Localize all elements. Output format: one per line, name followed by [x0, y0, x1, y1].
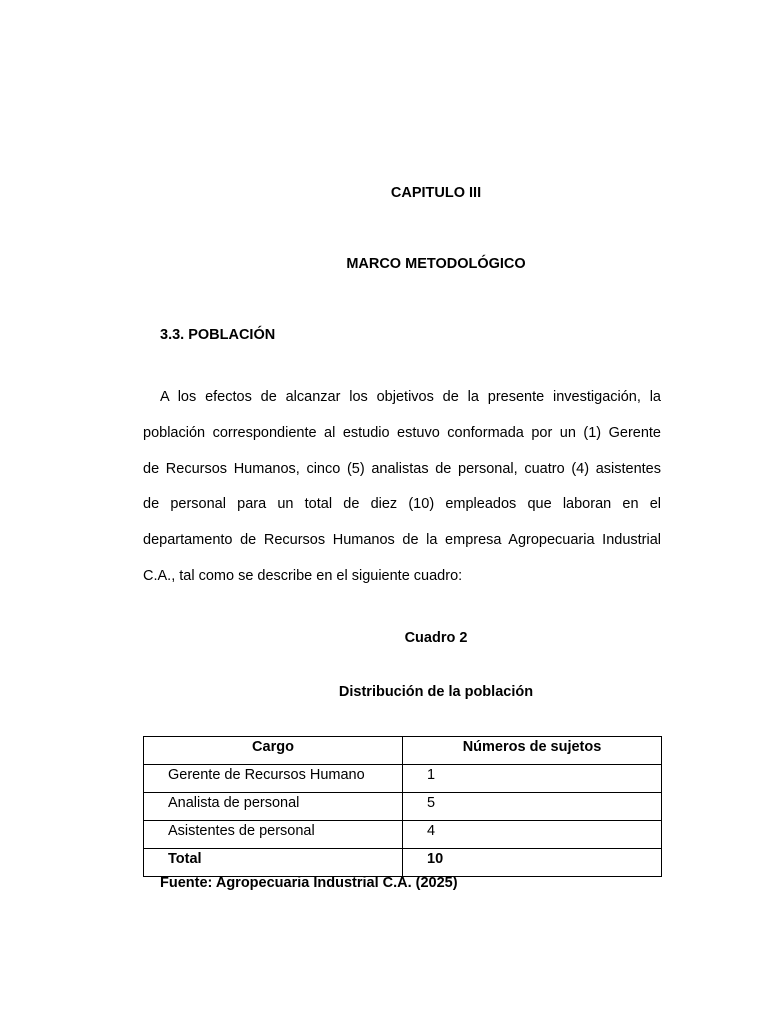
cell-cargo: Asistentes de personal: [144, 821, 403, 849]
header-cargo: Cargo: [144, 737, 403, 765]
chapter-title: CAPITULO III: [390, 185, 482, 201]
cell-numero: 4: [403, 821, 662, 849]
chapter-subtitle: MARCO METODOLÓGICO: [346, 256, 526, 272]
paragraph-line: departamento de Recursos Humanos de la empresa Agropecuaria Industrial: [143, 532, 661, 548]
cell-cargo: Gerente de Recursos Humano: [144, 765, 403, 793]
cell-numero: 5: [403, 793, 662, 821]
paragraph-line: de personal para un total de diez (10) empleados que laboran en el: [143, 496, 661, 512]
cell-total-value: 10: [403, 849, 662, 877]
population-table: [143, 736, 662, 877]
header-numeros-de-sujetos: Números de sujetos: [403, 737, 662, 765]
cell-total-label: Total: [144, 849, 403, 877]
cell-numero: 1: [403, 765, 662, 793]
paragraph-line: de Recursos Humanos, cinco (5) analistas de personal, cuatro (4) asistentes: [143, 461, 661, 477]
table-row: [144, 821, 662, 849]
table-row: [144, 793, 662, 821]
table-total-row: [144, 849, 662, 877]
table-row: [144, 765, 662, 793]
section-heading: 3.3. POBLACIÓN: [160, 327, 276, 343]
table-title: Distribución de la población: [338, 684, 534, 700]
paragraph-line: A los efectos de alcanzar los objetivos de la presente investigación, la: [160, 389, 661, 405]
table-caption: Cuadro 2: [404, 630, 468, 646]
paragraph-line: C.A., tal como se describe en el siguiente cuadro:: [143, 568, 463, 584]
cell-cargo: Analista de personal: [144, 793, 403, 821]
table-source-note: Fuente: Agropecuaria Industrial C.A. (2025): [160, 875, 458, 891]
paragraph-line: población correspondiente al estudio estuvo conformada por un (1) Gerente: [143, 425, 661, 441]
table-header-row: [144, 737, 662, 765]
